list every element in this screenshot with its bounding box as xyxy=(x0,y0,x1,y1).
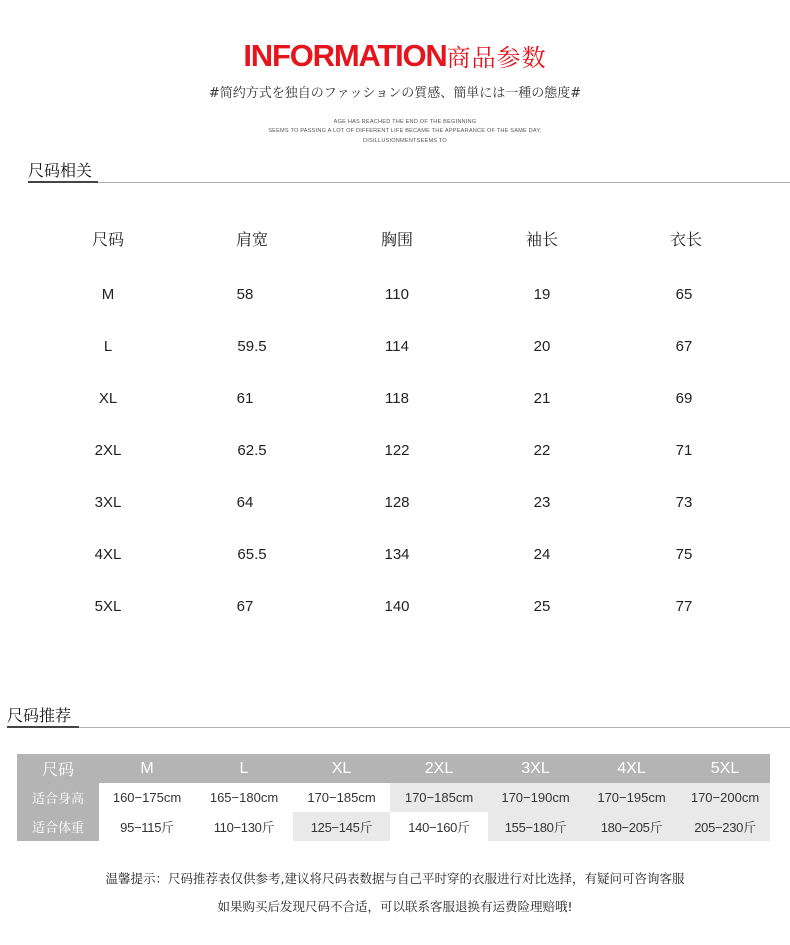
size-section-divider xyxy=(28,182,790,183)
size-cell: L xyxy=(103,338,113,355)
weight-cell: 140−160斤 xyxy=(390,812,488,841)
size-cell: 61 xyxy=(236,390,254,407)
height-cell: 170−200cm xyxy=(680,783,770,812)
recommend-size: 3XL xyxy=(488,754,583,783)
size-header-length: 衣长 xyxy=(669,230,702,249)
size-cell: 71 xyxy=(675,442,693,459)
size-header-chest: 胸围 xyxy=(380,230,413,249)
recommend-size: 2XL xyxy=(390,754,488,783)
size-cell: 21 xyxy=(533,390,551,407)
size-cell: 73 xyxy=(675,494,693,511)
page-title xyxy=(0,38,790,74)
size-cell: 64 xyxy=(236,494,254,511)
tip-note-line-2: 如果购买后发现尺码不合适，可以联系客服退换有运费险理赔哦! xyxy=(217,899,573,914)
size-header-size: 尺码 xyxy=(91,230,124,249)
size-cell: 67 xyxy=(675,338,693,355)
recommend-size: M xyxy=(99,754,195,783)
size-cell: 65 xyxy=(675,286,693,303)
weight-cell: 155−180斤 xyxy=(488,812,583,841)
size-cell: XL xyxy=(98,390,118,407)
size-cell: 69 xyxy=(675,390,693,407)
weight-cell: 110−130斤 xyxy=(195,812,293,841)
size-cell: 75 xyxy=(675,546,693,563)
size-cell: M xyxy=(101,286,115,303)
recommend-size: 5XL xyxy=(680,754,770,783)
table-row xyxy=(17,783,770,812)
tip-note-line-1: 温馨提示：尺码推荐表仅供参考,建议将尺码表数据与自己平时穿的衣服进行对比选择，有疑问可咨询客服 xyxy=(105,871,685,886)
size-cell: 23 xyxy=(533,494,551,511)
weight-cell: 95−115斤 xyxy=(99,812,195,841)
size-cell: 25 xyxy=(533,598,551,615)
height-cell: 170−190cm xyxy=(488,783,583,812)
size-cell: 140 xyxy=(384,598,410,615)
recommend-section-divider xyxy=(7,727,790,728)
recommend-size: 4XL xyxy=(583,754,680,783)
size-cell: 67 xyxy=(236,598,254,615)
size-cell: 5XL xyxy=(94,598,122,615)
table-row xyxy=(17,812,770,841)
weight-cell: 180−205斤 xyxy=(583,812,680,841)
size-cell: 20 xyxy=(533,338,551,355)
size-cell: 134 xyxy=(384,546,410,563)
title-chinese: 商品参数 xyxy=(446,44,547,72)
height-label: 适合身高 xyxy=(17,783,99,812)
table-row xyxy=(17,754,770,783)
height-cell: 165−180cm xyxy=(195,783,293,812)
size-cell: 62.5 xyxy=(237,442,267,459)
recommend-header-label: 尺码 xyxy=(17,754,99,783)
title-english: INFORMATION xyxy=(243,38,447,73)
weight-cell: 205−230斤 xyxy=(680,812,770,841)
tagline-line-2: SEEMS TO PASSING A LOT OF DIFFERENT LIFE BECAME THE APPEARANCE OF THE SAME DAY; xyxy=(268,128,542,134)
size-cell: 59.5 xyxy=(237,338,267,355)
recommend-size: L xyxy=(195,754,293,783)
size-cell: 77 xyxy=(675,598,693,615)
weight-cell: 125−145斤 xyxy=(293,812,390,841)
recommend-size: XL xyxy=(293,754,390,783)
size-cell: 22 xyxy=(533,442,551,459)
height-cell: 160−175cm xyxy=(99,783,195,812)
height-cell: 170−185cm xyxy=(390,783,488,812)
weight-label: 适合体重 xyxy=(17,812,99,841)
size-header-shoulder: 肩宽 xyxy=(235,230,268,249)
size-cell: 58 xyxy=(236,286,254,303)
size-cell: 110 xyxy=(385,286,409,303)
size-cell: 19 xyxy=(533,286,551,303)
size-section-underline xyxy=(28,181,98,183)
size-header-sleeve: 袖长 xyxy=(525,230,558,249)
height-cell: 170−185cm xyxy=(293,783,390,812)
recommend-section-underline xyxy=(7,726,79,728)
size-cell: 118 xyxy=(385,390,409,407)
tagline-line-3: DISILLUSIONMENTSEEMS TO xyxy=(363,138,447,144)
recommend-table xyxy=(17,754,770,841)
subtitle: #简约方式を独自のファッションの質感、簡単には一種の態度# xyxy=(208,86,582,101)
size-cell: 128 xyxy=(384,494,410,511)
size-section-title: 尺码相关 xyxy=(28,161,93,180)
size-cell: 122 xyxy=(384,442,410,459)
size-cell: 4XL xyxy=(94,546,122,563)
size-cell: 3XL xyxy=(94,494,122,511)
size-cell: 65.5 xyxy=(237,546,267,563)
size-cell: 2XL xyxy=(94,442,122,459)
height-cell: 170−195cm xyxy=(583,783,680,812)
size-cell: 24 xyxy=(533,546,551,563)
recommend-section-title: 尺码推荐 xyxy=(7,706,72,725)
tagline-line-1: AGE HAS REACHED THE END OF THE BEGINNING xyxy=(333,119,477,125)
size-cell: 114 xyxy=(385,338,409,355)
